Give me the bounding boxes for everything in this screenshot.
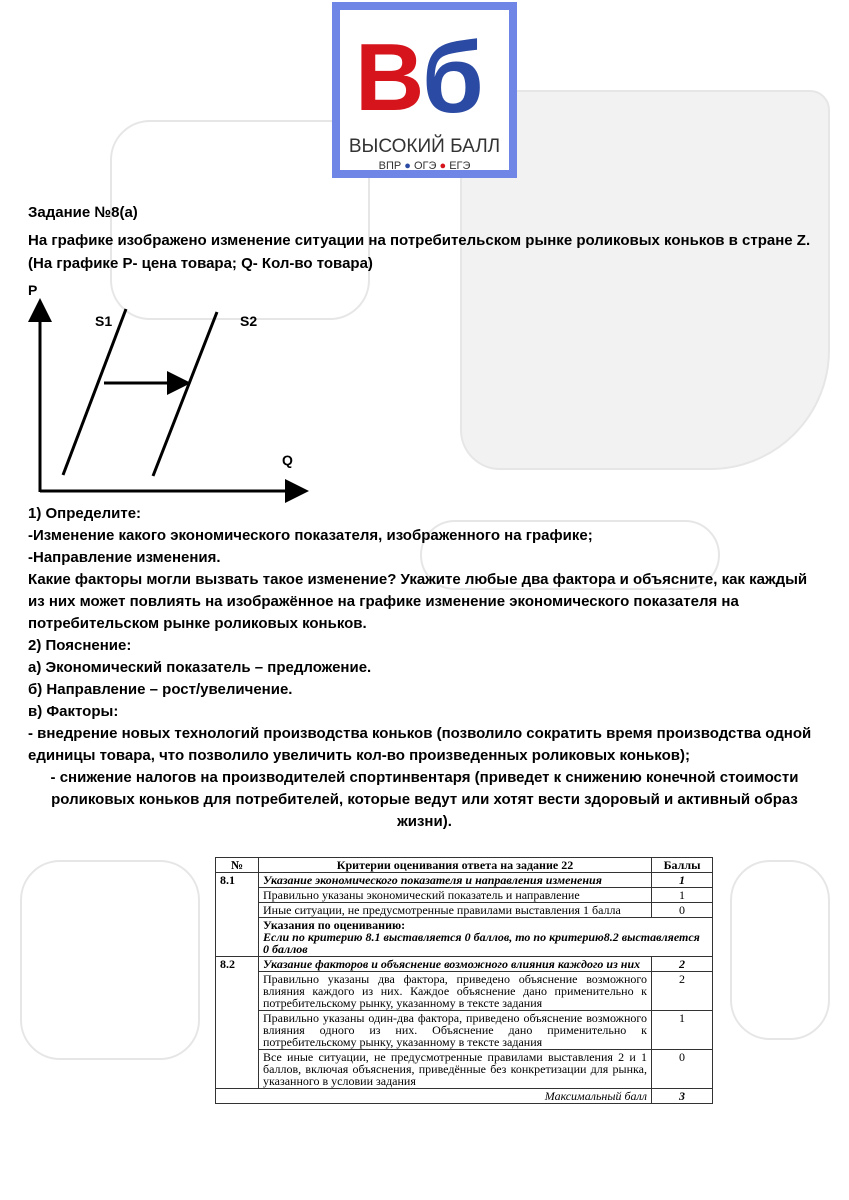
text-line: Какие факторы могли вызвать такое изменение? Укажите любые два фактора и объясните, как каждый [28,571,808,588]
criterion-row: Правильно указаны экономический показатель и направление [259,888,652,903]
criterion-title: Указание экономического показателя и направления изменения [259,873,652,888]
background-sketch [730,860,830,1040]
text-line: в) Факторы: [28,703,119,720]
note-text: Если по критерию 8.1 выставляется 0 баллов, то по критерию8.2 выставляется 0 баллов [263,930,700,956]
criterion-score: 1 [652,873,713,888]
criterion-number: 8.1 [216,873,259,957]
logo-subtitle: ВПР ● ОГЭ ● ЕГЭ [378,160,471,172]
criterion-row: Все иные ситуации, не предусмотренные правилами выставления 2 и 1 баллов, включая объяснения, приведённые без конкретизации для рынка, указанного в условии задания [259,1050,652,1089]
row-score: 1 [652,1011,713,1050]
text-line: - снижение налогов на производителей спортинвентаря (приведет к снижению конечной стоимости [50,769,799,786]
text-line: -Изменение какого экономического показателя, изображенного на графике; [28,527,593,544]
background-sketch [20,860,200,1060]
logo-sub-ege: ЕГЭ [449,160,471,172]
s1-curve [63,309,126,475]
s2-label: S2 [240,313,258,329]
task-line: На графике изображено изменение ситуации на потребительском рынке роликовых коньков в стране Z. [28,232,811,249]
text-line: -Направление изменения. [28,549,221,566]
col-header: Баллы [652,858,713,873]
logo-sub-oge: ОГЭ [413,160,437,172]
criterion-number: 8.2 [216,957,259,1089]
text-line: а) Экономический показатель – предложение. [28,659,372,676]
row-score: 0 [652,903,713,918]
text-line: б) Направление – рост/увеличение. [28,681,293,698]
text-line: 1) Определите: [28,505,142,522]
max-score-label: Максимальный балл [216,1089,652,1104]
logo-name: ВЫСОКИЙ БАЛЛ [348,136,501,157]
text-line: потребительском рынке роликовых коньков. [28,615,367,632]
task-title: Задание №8(а) [28,204,138,221]
criteria-table [215,857,713,1104]
max-score: 3 [652,1089,713,1104]
text-line: - внедрение новых технологий производства коньков (позволило сократить время производства одной [28,725,812,742]
logo-sub-vpr: ВПР [378,160,402,172]
row-score: 0 [652,1050,713,1089]
text-line: жизни). [397,813,452,830]
note-heading: Указания по оцениванию: [263,918,406,932]
criterion-score: 2 [652,957,713,972]
criterion-row: Иные ситуации, не предусмотренные правилами выставления 1 балла [259,903,652,918]
s2-curve [153,312,217,476]
text-line: 2) Пояснение: [28,637,132,654]
text-line: роликовых коньков для потребителей, которые ведут или хотят вести здоровый и активный образ [51,791,798,808]
q-label: Q [282,452,293,468]
task-line: (На графике P- цена товара; Q- Кол-во товара) [28,255,373,272]
text-line: из них может повлиять на изображённое на графике изменение экономического показателя на [28,593,739,610]
logo-letter-b: В [355,24,425,131]
supply-graph [0,0,849,520]
row-score: 1 [652,888,713,903]
p-label: P [28,282,38,298]
col-header: Критерии оценивания ответа на задание 22 [259,858,652,873]
criterion-title: Указание факторов и объяснение возможного влияния каждого из них [259,957,652,972]
s1-label: S1 [95,313,113,329]
criterion-row: Правильно указаны два фактора, приведено объяснение возможного влияния каждого из них. Каждое объяснение дано применительно к потребительскому рынку, указанному в тексте задания [259,972,652,1011]
row-score: 2 [652,972,713,1011]
col-header: № [216,858,259,873]
logo-letter-6: б [422,22,484,134]
criterion-row: Правильно указаны один-два фактора, приведено объяснение возможного влияния одного из них. Объяснение дано применительно к потребительскому рынку, указанному в тексте задания [259,1011,652,1050]
text-line: единицы товара, что позволило увеличить кол-во произведенных роликовых коньков); [28,747,690,764]
